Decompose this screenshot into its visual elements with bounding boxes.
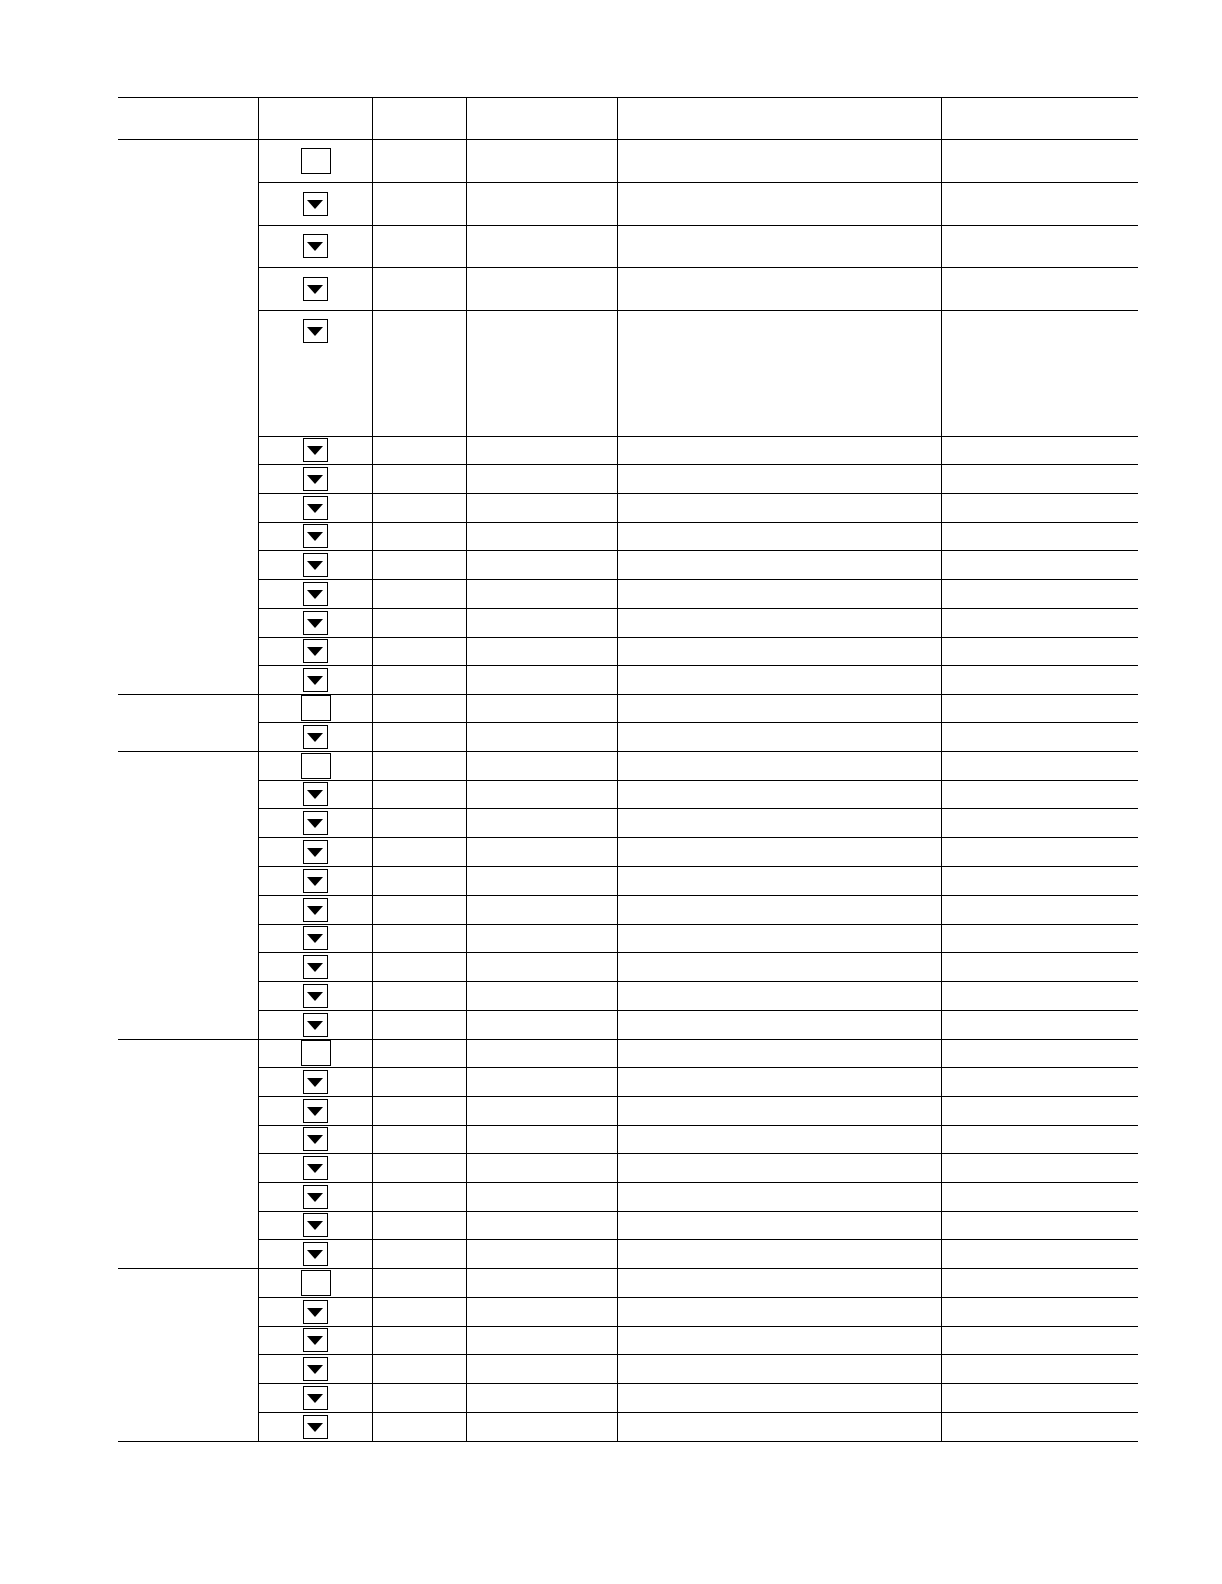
dropdown-button[interactable] (303, 782, 328, 806)
dropdown-button[interactable] (303, 467, 328, 491)
dropdown-button[interactable] (303, 496, 328, 520)
dropdown-arrow-icon (307, 1423, 323, 1432)
dropdown-button[interactable] (303, 639, 328, 663)
row-divider (258, 182, 1138, 183)
dropdown-arrow-icon (307, 1250, 323, 1259)
blank-field-box[interactable] (301, 1040, 331, 1066)
dropdown-button[interactable] (303, 524, 328, 548)
blank-field-box[interactable] (301, 1270, 331, 1296)
dropdown-button[interactable] (303, 1213, 328, 1237)
dropdown-button[interactable] (303, 1127, 328, 1151)
row-divider (258, 837, 1138, 838)
dropdown-arrow-icon (307, 934, 323, 943)
row-divider (258, 1067, 1138, 1068)
dropdown-arrow-icon (307, 848, 323, 857)
dropdown-button[interactable] (303, 582, 328, 606)
row-divider (258, 895, 1138, 896)
dropdown-arrow-icon (307, 200, 323, 209)
row-divider (258, 436, 1138, 437)
row-divider (258, 1412, 1138, 1413)
dropdown-arrow-icon (307, 1365, 323, 1374)
dropdown-arrow-icon (307, 790, 323, 799)
dropdown-arrow-icon (307, 242, 323, 251)
row-divider (258, 310, 1138, 311)
row-divider (258, 637, 1138, 638)
dropdown-arrow-icon (307, 285, 323, 294)
row-divider (258, 808, 1138, 809)
dropdown-button[interactable] (303, 1070, 328, 1094)
row-divider (258, 1125, 1138, 1126)
dropdown-button[interactable] (303, 1386, 328, 1410)
dropdown-button[interactable] (303, 192, 328, 216)
dropdown-arrow-icon (307, 1221, 323, 1230)
dropdown-button[interactable] (303, 984, 328, 1008)
row-divider (258, 665, 1138, 666)
row-divider (258, 493, 1138, 494)
row-divider (258, 1010, 1138, 1011)
table-bottom-rule (118, 1441, 1138, 1442)
group-divider (118, 751, 1138, 752)
dropdown-arrow-icon (307, 906, 323, 915)
blank-field-box[interactable] (301, 695, 331, 721)
dropdown-button[interactable] (303, 869, 328, 893)
row-divider (258, 550, 1138, 551)
dropdown-button[interactable] (303, 611, 328, 635)
row-divider (258, 866, 1138, 867)
dropdown-arrow-icon (307, 1164, 323, 1173)
dropdown-button[interactable] (303, 1328, 328, 1352)
dropdown-button[interactable] (303, 1156, 328, 1180)
dropdown-button[interactable] (303, 319, 328, 343)
dropdown-arrow-icon (307, 1308, 323, 1317)
group-divider (118, 1268, 1138, 1269)
dropdown-button[interactable] (303, 1185, 328, 1209)
dropdown-arrow-icon (307, 733, 323, 742)
dropdown-arrow-icon (307, 877, 323, 886)
dropdown-arrow-icon (307, 963, 323, 972)
dropdown-button[interactable] (303, 898, 328, 922)
dropdown-arrow-icon (307, 647, 323, 656)
row-divider (258, 1153, 1138, 1154)
row-divider (258, 924, 1138, 925)
row-divider (258, 225, 1138, 226)
row-divider (258, 981, 1138, 982)
table-top-rule (118, 97, 1138, 98)
dropdown-arrow-icon (307, 1135, 323, 1144)
dropdown-arrow-icon (307, 504, 323, 513)
dropdown-arrow-icon (307, 992, 323, 1001)
row-divider (258, 579, 1138, 580)
dropdown-arrow-icon (307, 446, 323, 455)
dropdown-arrow-icon (307, 1394, 323, 1403)
dropdown-arrow-icon (307, 1336, 323, 1345)
row-divider (258, 1182, 1138, 1183)
dropdown-arrow-icon (307, 561, 323, 570)
dropdown-arrow-icon (307, 819, 323, 828)
dropdown-arrow-icon (307, 1021, 323, 1030)
blank-field-box[interactable] (301, 753, 331, 779)
dropdown-arrow-icon (307, 475, 323, 484)
dropdown-button[interactable] (303, 277, 328, 301)
dropdown-button[interactable] (303, 234, 328, 258)
row-divider (258, 608, 1138, 609)
dropdown-arrow-icon (307, 532, 323, 541)
row-divider (258, 1297, 1138, 1298)
dropdown-button[interactable] (303, 725, 328, 749)
row-divider (258, 1239, 1138, 1240)
dropdown-button[interactable] (303, 1242, 328, 1266)
dropdown-button[interactable] (303, 1013, 328, 1037)
dropdown-arrow-icon (307, 1193, 323, 1202)
dropdown-button[interactable] (303, 955, 328, 979)
group-divider (118, 694, 1138, 695)
dropdown-button[interactable] (303, 811, 328, 835)
blank-field-box[interactable] (301, 148, 331, 174)
row-divider (258, 1096, 1138, 1097)
row-divider (258, 267, 1138, 268)
dropdown-button[interactable] (303, 438, 328, 462)
dropdown-arrow-icon (307, 1078, 323, 1087)
row-divider (258, 1383, 1138, 1384)
row-divider (258, 722, 1138, 723)
row-divider (258, 1354, 1138, 1355)
dropdown-button[interactable] (303, 926, 328, 950)
dropdown-arrow-icon (307, 619, 323, 628)
row-divider (258, 464, 1138, 465)
row-divider (258, 1326, 1138, 1327)
dropdown-button[interactable] (303, 553, 328, 577)
dropdown-arrow-icon (307, 1107, 323, 1116)
dropdown-button[interactable] (303, 1415, 328, 1439)
dropdown-button[interactable] (303, 840, 328, 864)
dropdown-button[interactable] (303, 1099, 328, 1123)
row-divider (258, 522, 1138, 523)
dropdown-arrow-icon (307, 676, 323, 685)
group-divider (118, 1039, 1138, 1040)
row-divider (258, 1211, 1138, 1212)
header-bottom-rule (118, 139, 1138, 140)
dropdown-arrow-icon (307, 327, 323, 336)
row-divider (258, 952, 1138, 953)
dropdown-button[interactable] (303, 1300, 328, 1324)
dropdown-arrow-icon (307, 590, 323, 599)
dropdown-button[interactable] (303, 1357, 328, 1381)
row-divider (258, 780, 1138, 781)
dropdown-button[interactable] (303, 668, 328, 692)
